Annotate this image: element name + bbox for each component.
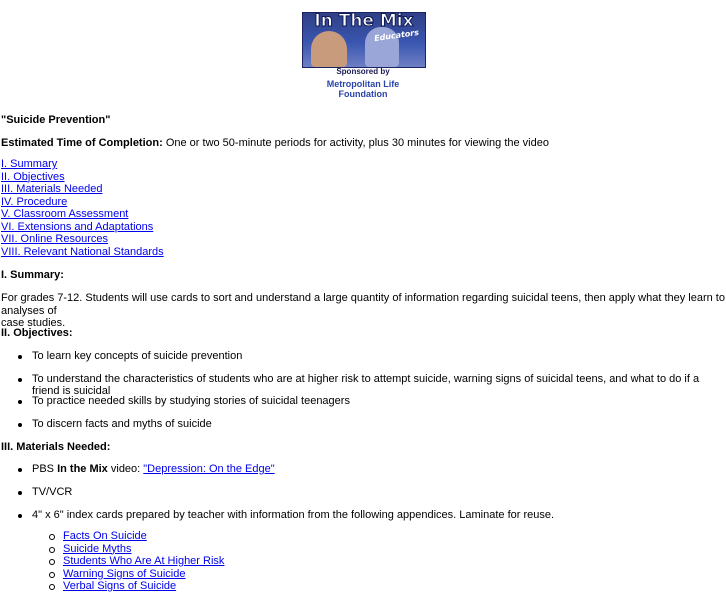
- objective-item: To discern facts and myths of suicide: [32, 418, 212, 430]
- appendix-link-verbal-signs[interactable]: Verbal Signs of Suicide: [63, 580, 224, 593]
- summary-heading: I. Summary:: [1, 269, 64, 281]
- show-name: In the Mix: [57, 463, 108, 475]
- appendix-link-warning-signs[interactable]: Warning Signs of Suicide: [63, 568, 224, 581]
- material-item-cards: 4" x 6" index cards prepared by teacher with information from the following appendices. Laminate for reuse.: [32, 509, 555, 521]
- appendix-link-facts[interactable]: Facts On Suicide: [63, 530, 224, 543]
- video-link[interactable]: "Depression: On the Edge": [143, 463, 275, 475]
- objective-item: To practice needed skills by studying stories of suicidal teenagers: [32, 395, 350, 407]
- estimated-time-value: One or two 50-minute periods for activity, plus 30 minutes for viewing the video: [162, 137, 549, 149]
- toc-link-online-resources[interactable]: VII. Online Resources: [1, 233, 108, 245]
- sponsored-by-label: Sponsored by: [336, 67, 390, 76]
- appendix-link-higher-risk[interactable]: Students Who Are At Higher Risk: [63, 555, 225, 567]
- objective-item: To learn key concepts of suicide prevention: [32, 350, 243, 362]
- logo-title: In The Mix: [314, 12, 414, 31]
- table-of-contents: [1, 158, 164, 258]
- objective-item: To understand the characteristics of students who are at higher risk to attempt suicide, warning signs of suicidal teens, and what to do if a friend is suicidal: [32, 373, 725, 397]
- summary-text: [1, 292, 725, 330]
- sponsor-line-1: Metropolitan Life: [326, 79, 400, 89]
- objectives-heading: II. Objectives:: [1, 327, 73, 339]
- pbs-prefix: PBS: [32, 463, 58, 475]
- toc-link-materials[interactable]: III. Materials Needed: [1, 183, 103, 195]
- estimated-time: [1, 137, 549, 149]
- logo-subtitle: Educators: [373, 27, 420, 44]
- material-item-video: [32, 463, 275, 475]
- student-photo-left: [311, 31, 347, 67]
- toc-link-standards[interactable]: VIII. Relevant National Standards: [1, 245, 164, 258]
- appendix-link-myths[interactable]: Suicide Myths: [63, 543, 224, 556]
- toc-link-objectives[interactable]: II. Objectives: [1, 170, 65, 183]
- toc-link-summary[interactable]: I. Summary: [1, 158, 58, 170]
- appendix-links: [63, 530, 224, 593]
- toc-link-assessment[interactable]: V. Classroom Assessment: [1, 208, 129, 220]
- summary-line-1: For grades 7-12. Students will use cards to sort and understand a large quantity of information regarding suicidal teens, then apply what they learn to analyses of: [1, 292, 725, 317]
- page-title: "Suicide Prevention": [1, 114, 111, 126]
- toc-link-procedure[interactable]: IV. Procedure: [1, 195, 68, 208]
- sponsor-line-2: Foundation: [338, 89, 388, 99]
- toc-link-extensions[interactable]: VI. Extensions and Adaptations: [1, 220, 154, 233]
- summary-line-2: case studies.: [1, 317, 66, 329]
- video-label: video:: [107, 463, 144, 475]
- estimated-time-label: Estimated Time of Completion:: [1, 137, 163, 149]
- material-item-tv: TV/VCR: [32, 486, 73, 498]
- materials-heading: III. Materials Needed:: [1, 441, 111, 453]
- sponsor-logo[interactable]: [0, 79, 726, 99]
- in-the-mix-logo[interactable]: [302, 12, 426, 68]
